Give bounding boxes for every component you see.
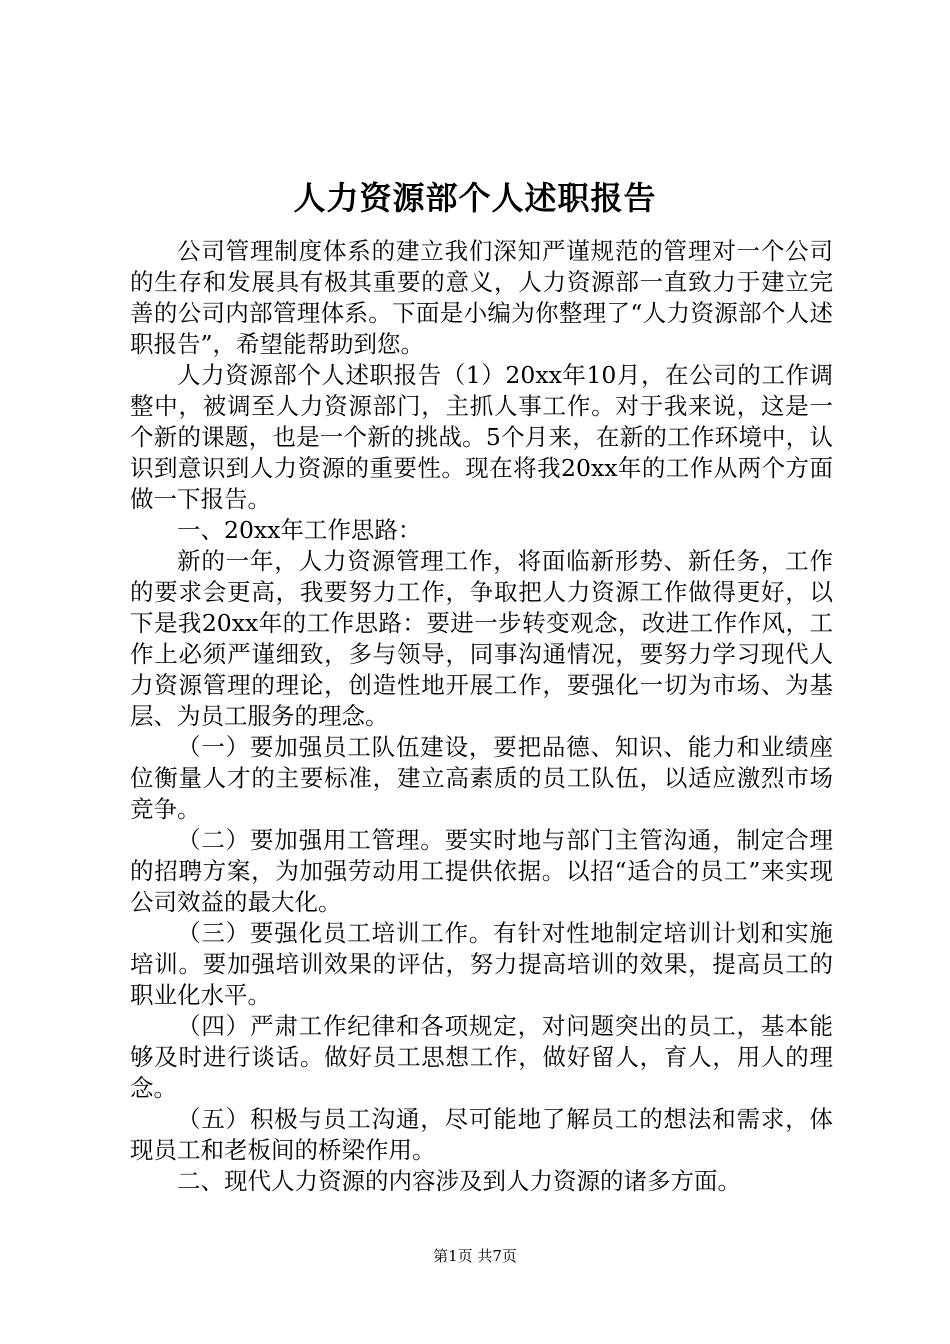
document-title: 人力资源部个人述职报告 — [293, 179, 657, 217]
list-item-5: （五）积极与员工沟通，尽可能地了解员工的想法和需求，体现员工和老板间的桥梁作用。 — [130, 1105, 833, 1164]
page-footer: 第1页 共7页 — [433, 1247, 517, 1265]
document-body — [130, 236, 833, 1197]
list-item-2: （二）要加强用工管理。要实时地与部门主管沟通，制定合理的招聘方案，为加强劳动用工提供依据。以招“适合的员工”来实现公司效益的最大化。 — [130, 826, 833, 916]
paragraph-intro: 公司管理制度体系的建立我们深知严谨规范的管理对一个公司的生存和发展具有极其重要的意义，人力资源部一直致力于建立完善的公司内部管理体系。下面是小编为你整理了“人力资源部个人述职报告”，希望能帮助到您。 — [130, 237, 833, 358]
paragraph-report-opening: 人力资源部个人述职报告（1）20xx年10月，在公司的工作调整中，被调至人力资源部门，主抓人事工作。对于我来说，这是一个新的课题，也是一个新的挑战。5个月来，在新的工作环境中，认识到意识到人力资源的重要性。现在将我20xx年的工作从两个方面做一下报告。 — [130, 361, 833, 513]
section-heading-modern-hr: 二、现代人力资源的内容涉及到人力资源的诸多方面。 — [177, 1167, 741, 1195]
list-item-3: （三）要强化员工培训工作。有针对性地制定培训计划和实施培训。要加强培训效果的评估，努力提高培训的效果，提高员工的职业化水平。 — [130, 919, 833, 1009]
list-item-1: （一）要加强员工队伍建设，要把品德、知识、能力和业绩座位衡量人才的主要标准，建立高素质的员工队伍，以适应激烈市场竞争。 — [130, 733, 833, 823]
paragraph-work-ideas: 新的一年，人力资源管理工作，将面临新形势、新任务，工作的要求会更高，我要努力工作，争取把人力资源工作做得更好，以下是我20xx年的工作思路：要进一步转变观念，改进工作作风，工作上必须严谨细致，多与领导，同事沟通情况，要努力学习现代人力资源管理的理论，创造性地开展工作，要强化一切为市场、为基层、为员工服务的理念。 — [130, 547, 833, 730]
list-item-4: （四）严肃工作纪律和各项规定，对问题突出的员工，基本能够及时进行谈话。做好员工思想工作，做好留人，育人，用人的理念。 — [130, 1012, 833, 1102]
section-heading-work-ideas: 一、20xx年工作思路： — [177, 516, 422, 544]
